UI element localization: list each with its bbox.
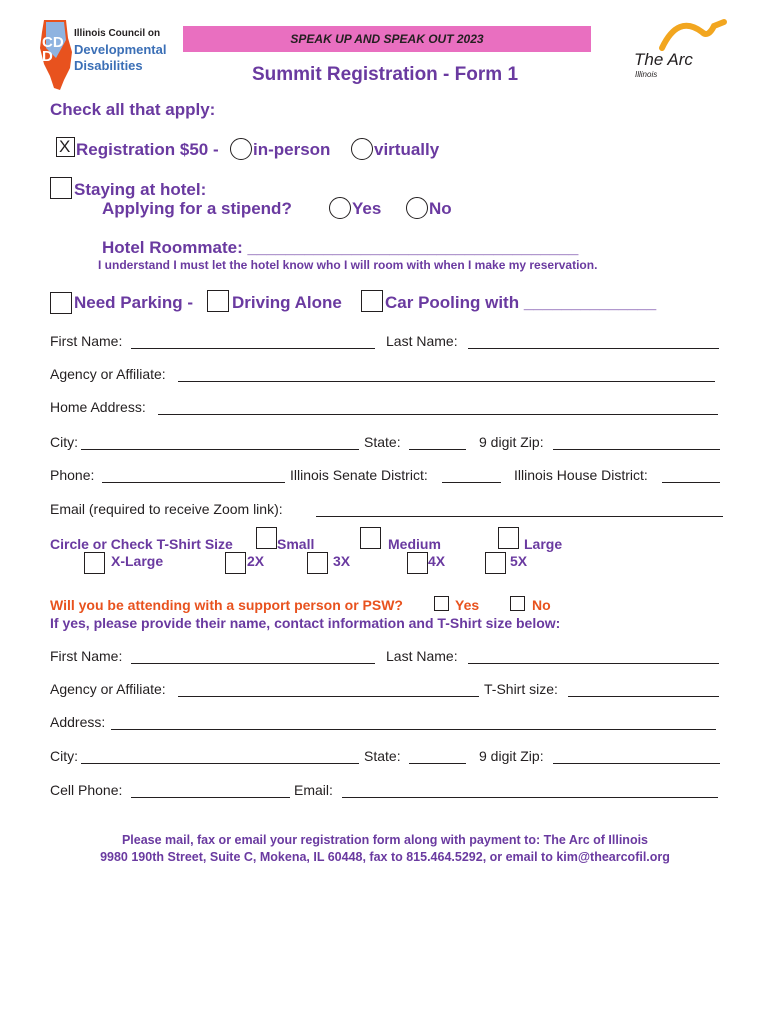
driving-alone-label: Driving Alone	[232, 293, 342, 312]
support-cell-input[interactable]	[131, 797, 290, 798]
home-address-input[interactable]	[158, 414, 718, 415]
stipend-no-radio[interactable]	[406, 197, 428, 219]
tshirt-label: Circle or Check T-Shirt Size	[50, 536, 233, 552]
car-pooling-field[interactable]: Car Pooling with ______________	[385, 293, 657, 312]
stipend-label: Applying for a stipend?	[102, 199, 292, 218]
first-name-label: First Name:	[50, 333, 123, 349]
house-input[interactable]	[662, 482, 720, 483]
house-label: Illinois House District:	[514, 467, 648, 483]
last-name-label: Last Name:	[386, 333, 458, 349]
support-email-input[interactable]	[342, 797, 718, 798]
in-person-label: in-person	[253, 140, 331, 159]
virtually-radio[interactable]	[351, 138, 373, 160]
council-logo-line3: Disabilities	[74, 58, 143, 73]
support-last-name-input[interactable]	[468, 663, 719, 664]
last-name-input[interactable]	[468, 348, 719, 349]
stipend-yes-label: Yes	[352, 199, 382, 218]
footer-line2: 9980 190th Street, Suite C, Mokena, IL 60448, fax to 815.464.5292, or email to kim@thearcofil.org	[100, 850, 670, 864]
hotel-label: Staying at hotel:	[74, 180, 207, 199]
medium-label: Medium	[388, 536, 441, 552]
support-address-label: Address:	[50, 714, 106, 730]
driving-alone-checkbox[interactable]	[207, 290, 229, 312]
support-no-checkbox[interactable]	[510, 596, 525, 611]
2x-label: 2X	[247, 553, 265, 569]
car-pooling-checkbox[interactable]	[361, 290, 383, 312]
arc-logo-sub: Illinois	[635, 70, 658, 79]
small-checkbox[interactable]	[256, 527, 277, 549]
3x-checkbox[interactable]	[307, 552, 328, 574]
large-checkbox[interactable]	[498, 527, 519, 549]
5x-checkbox[interactable]	[485, 552, 506, 574]
support-first-name-input[interactable]	[131, 663, 375, 664]
large-label: Large	[524, 536, 563, 552]
phone-label: Phone:	[50, 467, 95, 483]
city-input[interactable]	[81, 449, 359, 450]
arc-swoosh-icon	[658, 18, 728, 54]
support-zip-label: 9 digit Zip:	[479, 748, 544, 764]
support-agency-input[interactable]	[178, 696, 479, 697]
support-zip-input[interactable]	[553, 763, 720, 764]
3x-label: 3X	[333, 553, 351, 569]
agency-input[interactable]	[178, 381, 715, 382]
support-cell-label: Cell Phone:	[50, 782, 123, 798]
support-tshirt-label: T-Shirt size:	[484, 681, 558, 697]
city-label: City:	[50, 434, 78, 450]
hotel-checkbox[interactable]	[50, 177, 72, 199]
support-yes-label: Yes	[455, 597, 480, 613]
stipend-yes-radio[interactable]	[329, 197, 351, 219]
virtually-label: virtually	[374, 140, 440, 159]
parking-label: Need Parking -	[74, 293, 194, 312]
hotel-roommate-field[interactable]: Hotel Roommate: ___________________________________	[102, 238, 579, 257]
parking-checkbox[interactable]	[50, 292, 72, 314]
support-city-label: City:	[50, 748, 78, 764]
xlarge-label: X-Large	[111, 553, 164, 569]
2x-checkbox[interactable]	[225, 552, 246, 574]
council-logo-line1: Illinois Council on	[74, 28, 161, 39]
stipend-no-label: No	[429, 199, 452, 218]
support-tshirt-input[interactable]	[568, 696, 719, 697]
support-first-name-label: First Name:	[50, 648, 123, 664]
medium-checkbox[interactable]	[360, 527, 381, 549]
4x-checkbox[interactable]	[407, 552, 428, 574]
council-logo-line2: Developmental	[74, 42, 167, 57]
check-all-label: Check all that apply:	[50, 100, 216, 119]
zip-label: 9 digit Zip:	[479, 434, 544, 450]
support-no-label: No	[532, 597, 551, 613]
home-address-label: Home Address:	[50, 399, 146, 415]
support-address-input[interactable]	[111, 729, 716, 730]
support-question: Will you be attending with a support person or PSW?	[50, 597, 403, 613]
registration-checkbox-mark: X	[59, 137, 71, 156]
page-title: Summit Registration - Form 1	[251, 64, 519, 85]
support-city-input[interactable]	[81, 763, 359, 764]
support-instructions: If yes, please provide their name, contact information and T-Shirt size below:	[50, 615, 561, 631]
senate-label: Illinois Senate District:	[290, 467, 428, 483]
support-state-label: State:	[364, 748, 401, 764]
support-last-name-label: Last Name:	[386, 648, 458, 664]
xlarge-checkbox[interactable]	[84, 552, 105, 574]
support-email-label: Email:	[294, 782, 333, 798]
4x-label: 4X	[428, 553, 446, 569]
email-zoom-input[interactable]	[316, 516, 723, 517]
email-zoom-label: Email (required to receive Zoom link):	[50, 501, 283, 517]
state-label: State:	[364, 434, 401, 450]
agency-label: Agency or Affiliate:	[50, 366, 166, 382]
small-label: Small	[277, 536, 315, 552]
arc-logo-text: The Arc	[634, 50, 693, 69]
state-input[interactable]	[409, 449, 466, 450]
hotel-note: I understand I must let the hotel know who I will room with when I make my reservation.	[98, 258, 598, 272]
registration-label: Registration $50 -	[76, 140, 219, 159]
event-banner-text: SPEAK UP AND SPEAK OUT 2023	[290, 32, 484, 46]
first-name-input[interactable]	[131, 348, 375, 349]
in-person-radio[interactable]	[230, 138, 252, 160]
zip-input[interactable]	[553, 449, 720, 450]
5x-label: 5X	[510, 553, 528, 569]
senate-input[interactable]	[442, 482, 501, 483]
footer-line1: Please mail, fax or email your registration form along with payment to: The Arc of Illinois	[121, 833, 649, 847]
support-yes-checkbox[interactable]	[434, 596, 449, 611]
support-agency-label: Agency or Affiliate:	[50, 681, 166, 697]
support-state-input[interactable]	[409, 763, 466, 764]
phone-input[interactable]	[102, 482, 285, 483]
council-logo-mark: CDD	[42, 34, 64, 65]
